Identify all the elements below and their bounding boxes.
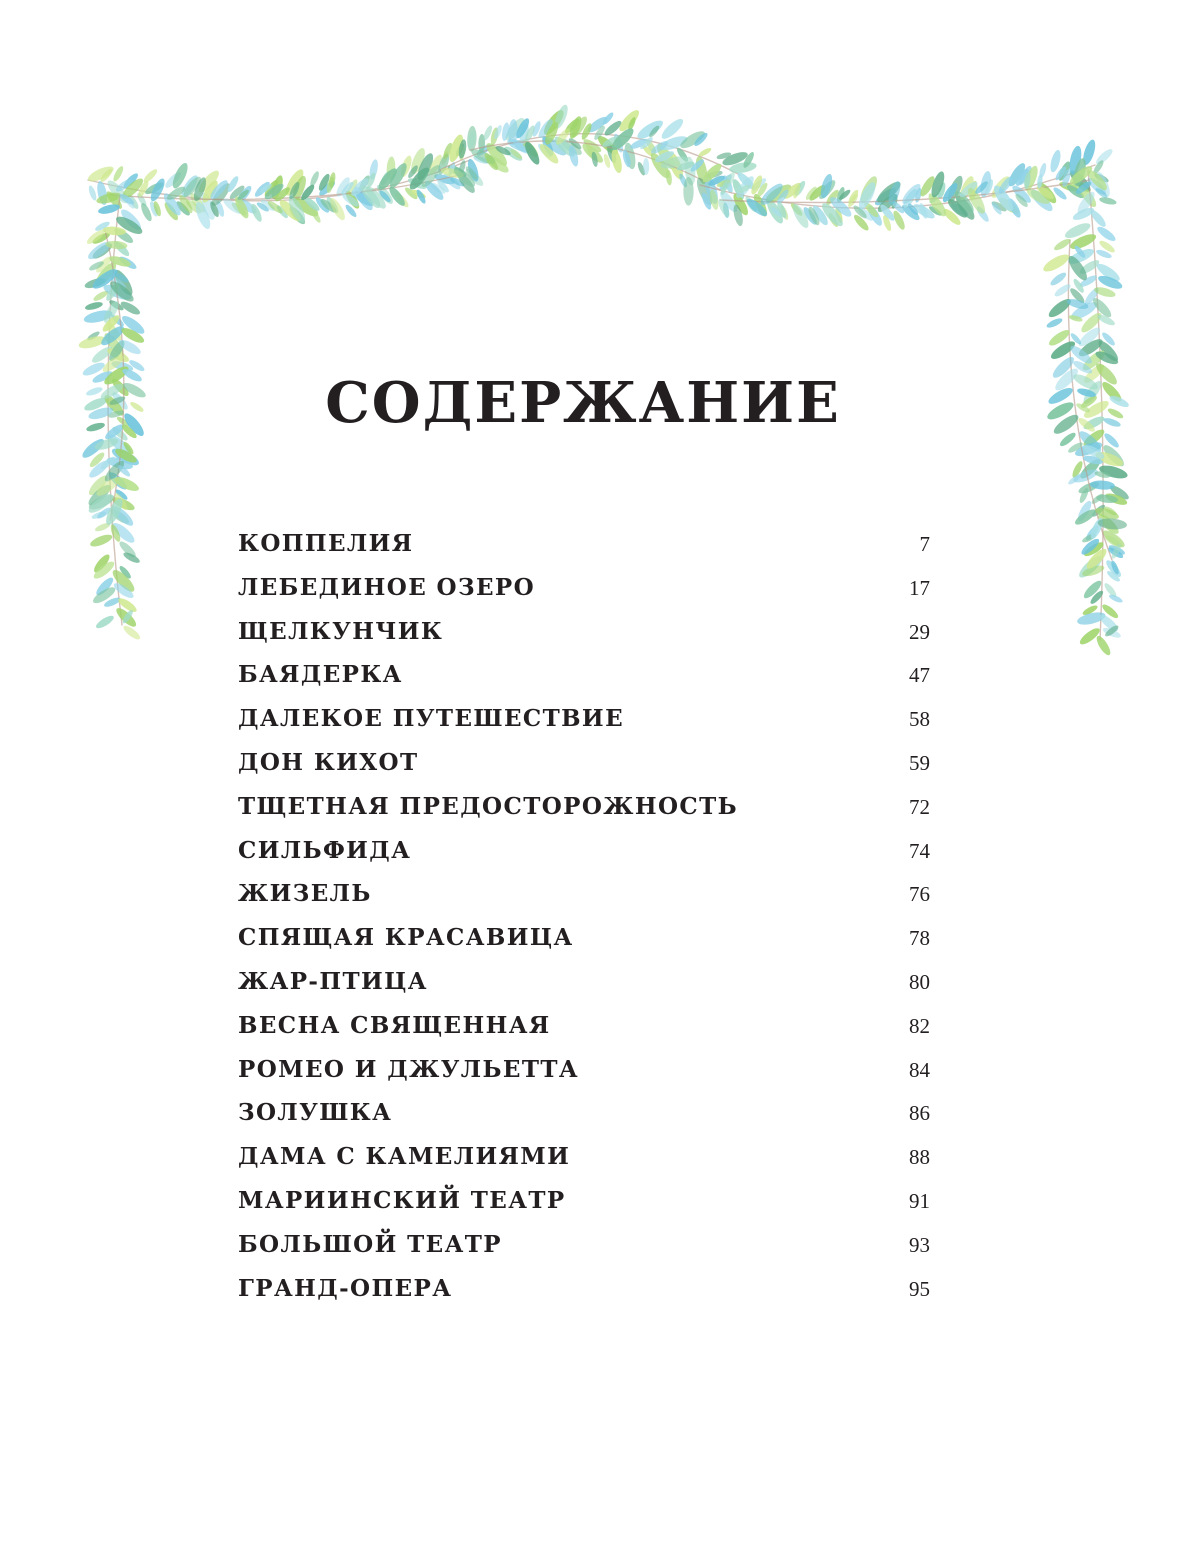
toc-entry-page-number: 86 xyxy=(909,1101,930,1126)
toc-entry-page-number: 88 xyxy=(909,1145,930,1170)
toc-entry-title: ДАЛЕКОЕ ПУТЕШЕСТВИЕ xyxy=(238,705,624,733)
toc-entry-title: РОМЕО И ДЖУЛЬЕТТА xyxy=(238,1055,580,1083)
toc-entry-page-number: 82 xyxy=(909,1013,930,1038)
toc-entry[interactable] xyxy=(238,916,930,960)
toc-entry[interactable] xyxy=(238,653,930,697)
toc-entry-page-number: 76 xyxy=(909,882,930,907)
toc-entry-page-number: 95 xyxy=(909,1276,930,1301)
toc-entry-title: ДОН КИХОТ xyxy=(238,748,419,776)
toc-entry-title: СПЯЩАЯ КРАСАВИЦА xyxy=(238,924,574,952)
toc-entry[interactable] xyxy=(238,785,930,829)
toc-entry-title: МАРИИНСКИЙ ТЕАТР xyxy=(238,1186,566,1214)
toc-entry[interactable] xyxy=(238,697,930,741)
toc-entry-title: ЖАР-ПТИЦА xyxy=(238,967,428,995)
toc-entry-page-number: 17 xyxy=(909,575,930,600)
toc-entry-title: БАЯДЕРКА xyxy=(238,661,403,689)
page-title: СОДЕРЖАНИЕ xyxy=(325,370,841,436)
toc-entry-page-number: 93 xyxy=(909,1232,930,1257)
toc-entry-title: ДАМА С КАМЕЛИЯМИ xyxy=(238,1143,571,1171)
toc-entry[interactable] xyxy=(238,741,930,785)
toc-entry-title: СИЛЬФИДА xyxy=(238,836,412,864)
toc-entry-title: ВЕСНА СВЯЩЕННАЯ xyxy=(238,1011,551,1039)
toc-entry-page-number: 72 xyxy=(909,794,930,819)
toc-entry-title: ГРАНД-ОПЕРА xyxy=(238,1274,453,1302)
toc-entry[interactable] xyxy=(238,1135,930,1179)
toc-entry-title: ЖИЗЕЛЬ xyxy=(238,880,372,908)
toc-entry-page-number: 59 xyxy=(909,750,930,775)
toc-entry-page-number: 84 xyxy=(909,1057,930,1082)
toc-entry[interactable] xyxy=(238,1223,930,1267)
toc-entry-title: ЛЕБЕДИНОЕ ОЗЕРО xyxy=(238,573,536,601)
toc-entry[interactable] xyxy=(238,522,930,566)
toc-entry[interactable] xyxy=(238,610,930,654)
toc-entry[interactable] xyxy=(238,1004,930,1048)
toc-entry-page-number: 91 xyxy=(909,1188,930,1213)
toc-entry[interactable] xyxy=(238,1048,930,1092)
toc-entry-title: ЩЕЛКУНЧИК xyxy=(238,617,444,645)
toc-entry[interactable] xyxy=(238,566,930,610)
toc-entry-title: БОЛЬШОЙ ТЕАТР xyxy=(238,1230,502,1258)
toc-entry-page-number: 74 xyxy=(909,838,930,863)
toc-entry[interactable] xyxy=(238,1091,930,1135)
toc-entry[interactable] xyxy=(238,872,930,916)
toc-entry[interactable] xyxy=(238,960,930,1004)
toc-entry-page-number: 29 xyxy=(909,619,930,644)
toc-entry-title: ЗОЛУШКА xyxy=(238,1099,393,1127)
toc-entry-page-number: 80 xyxy=(909,969,930,994)
toc-entry-title: ТЩЕТНАЯ ПРЕДОСТОРОЖНОСТЬ xyxy=(238,792,739,820)
toc-entry[interactable] xyxy=(238,1179,930,1223)
toc-entry-page-number: 47 xyxy=(909,663,930,688)
toc-entry[interactable] xyxy=(238,829,930,873)
toc-entry-page-number: 58 xyxy=(909,707,930,732)
toc-entry-page-number: 78 xyxy=(909,926,930,951)
toc-entry-title: КОППЕЛИЯ xyxy=(238,530,414,557)
table-of-contents xyxy=(238,522,930,1310)
toc-entry[interactable] xyxy=(238,1267,930,1311)
toc-entry-page-number: 7 xyxy=(919,532,930,556)
